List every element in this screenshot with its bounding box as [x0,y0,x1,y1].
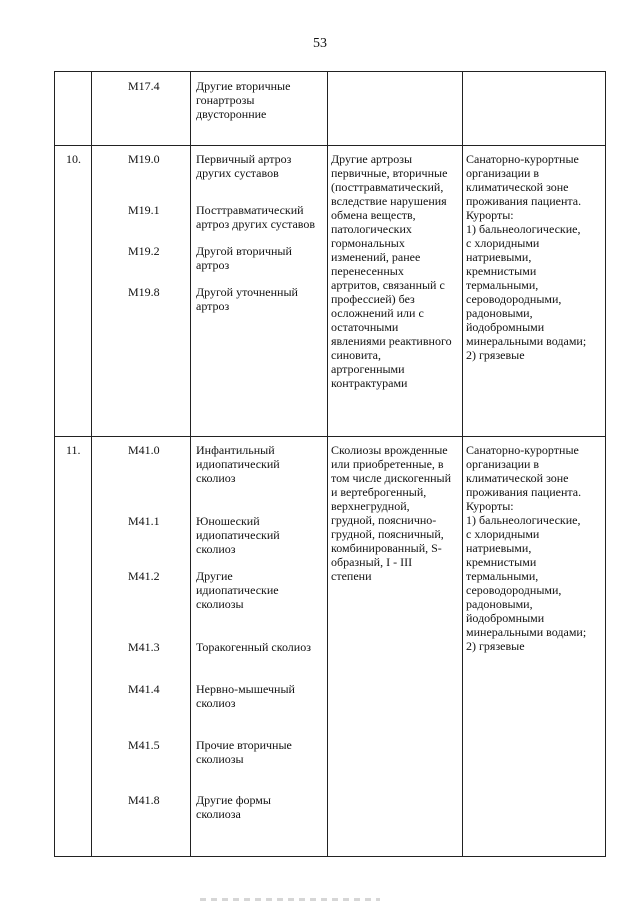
resort-line: с хлоридными [466,236,540,250]
diagnosis-name-line: артроз [196,299,230,313]
description-line: Сколиозы врожденные [331,443,448,457]
diagnosis-name-line: Нервно-мышечный [196,682,295,696]
diagnosis-code: M41.0 [128,443,160,457]
diagnosis-code: M41.4 [128,682,160,696]
description-line: вследствие нарушения [331,194,447,208]
resort-line: йодобромными [466,611,545,625]
diagnosis-name-line: Посттравматический [196,203,304,217]
description-line: грудной, поясничный, [331,527,444,541]
resort-line: климатической зоне [466,471,569,485]
resort-line: кремнистыми [466,264,537,278]
diagnosis-name-line: сколиоз [196,471,236,485]
column-divider [462,71,463,856]
description-line: грудной, пояснично- [331,513,437,527]
diagnosis-name-line: Другие формы [196,793,271,807]
description-line: перенесенных [331,264,404,278]
resort-line: проживания пациента. [466,485,582,499]
resort-line: 1) бальнеологические, [466,222,581,236]
diagnosis-name-line: сколиоза [196,807,241,821]
resort-line: 2) грязевые [466,639,525,653]
diagnosis-code: M17.4 [128,79,160,93]
resort-line: организации в [466,457,540,471]
resort-line: кремнистыми [466,555,537,569]
diagnosis-name-line: артроз других суставов [196,217,316,231]
diagnosis-name-line: Другие вторичные [196,79,291,93]
diagnosis-name-line: артроз [196,258,230,272]
column-divider [190,71,191,856]
diagnosis-name-line: Первичный артроз [196,152,292,166]
description-line: синовита, [331,348,381,362]
diagnosis-name-line: идиопатический [196,457,280,471]
description-line: гормональных [331,236,405,250]
column-divider [91,71,92,856]
description-line: или приобретенные, в [331,457,444,471]
diagnosis-name-line: Другой уточненный [196,285,298,299]
description-line: явлениями реактивного [331,334,452,348]
description-line: патологических [331,222,412,236]
description-line: первичные, вторичные [331,166,448,180]
diagnosis-name-line: сколиозы [196,597,244,611]
description-line: верхнегрудной, [331,499,410,513]
description-line: образный, I - III [331,555,413,569]
diagnosis-code: M19.0 [128,152,160,166]
resort-line: с хлоридными [466,527,540,541]
diagnosis-code: M41.2 [128,569,160,583]
diagnosis-name-line: Инфантильный [196,443,275,457]
description-line: остаточными [331,320,399,334]
column-divider [605,71,606,856]
description-line: артритов, связанный с [331,278,445,292]
resort-line: йодобромными [466,320,545,334]
resort-line: натриевыми, [466,250,532,264]
diagnosis-name-line: идиопатический [196,528,280,542]
description-line: осложнений или с [331,306,424,320]
resort-line: организации в [466,166,540,180]
description-line: обмена веществ, [331,208,416,222]
table-top-border [54,71,606,72]
description-line: контрактурами [331,376,408,390]
page-number: 53 [313,36,327,51]
diagnosis-name-line: сколиоз [196,542,236,556]
column-divider [327,71,328,856]
diagnosis-code: M19.2 [128,244,160,258]
row-number: 11. [66,443,81,457]
row-divider [54,436,606,437]
resort-line: Санаторно-курортные [466,152,579,166]
resort-line: минеральными водами; [466,625,587,639]
row-divider [54,145,606,146]
resort-line: термальными, [466,569,539,583]
diagnosis-name-line: Торакогенный сколиоз [196,640,311,654]
description-line: том числе дискогенный [331,471,452,485]
description-line: и вертеброгенный, [331,485,427,499]
resort-line: 1) бальнеологические, [466,513,581,527]
description-line: комбинированный, S- [331,541,442,555]
scan-artifact [200,898,380,901]
diagnosis-code: M41.5 [128,738,160,752]
resort-line: сероводородными, [466,292,562,306]
description-line: изменений, ранее [331,250,421,264]
diagnosis-name-line: Юношеский [196,514,260,528]
resort-line: натриевыми, [466,541,532,555]
diagnosis-name-line: гонартрозы [196,93,255,107]
diagnosis-name-line: Другие [196,569,233,583]
resort-line: Курорты: [466,499,514,513]
diagnosis-name-line: сколиозы [196,752,244,766]
diagnosis-name-line: двусторонние [196,107,267,121]
description-line: степени [331,569,372,583]
resort-line: проживания пациента. [466,194,582,208]
diagnosis-name-line: Другой вторичный [196,244,292,258]
description-line: профессией) без [331,292,415,306]
resort-line: климатической зоне [466,180,569,194]
diagnosis-name-line: Прочие вторичные [196,738,292,752]
description-line: (посттравматический, [331,180,444,194]
diagnosis-code: M41.1 [128,514,160,528]
row-number: 10. [66,152,81,166]
table-bottom-border [54,856,606,857]
resort-line: 2) грязевые [466,348,525,362]
diagnosis-code: M19.1 [128,203,160,217]
resort-line: сероводородными, [466,583,562,597]
description-line: Другие артрозы [331,152,413,166]
resort-line: радоновыми, [466,597,533,611]
column-divider [54,71,55,856]
diagnosis-code: M19.8 [128,285,160,299]
resort-line: минеральными водами; [466,334,587,348]
resort-line: Санаторно-курортные [466,443,579,457]
resort-line: термальными, [466,278,539,292]
diagnosis-name-line: идиопатические [196,583,279,597]
resort-line: Курорты: [466,208,514,222]
resort-line: радоновыми, [466,306,533,320]
description-line: артрогенными [331,362,405,376]
diagnosis-code: M41.8 [128,793,160,807]
diagnosis-code: M41.3 [128,640,160,654]
diagnosis-name-line: сколиоз [196,696,236,710]
diagnosis-name-line: других суставов [196,166,279,180]
